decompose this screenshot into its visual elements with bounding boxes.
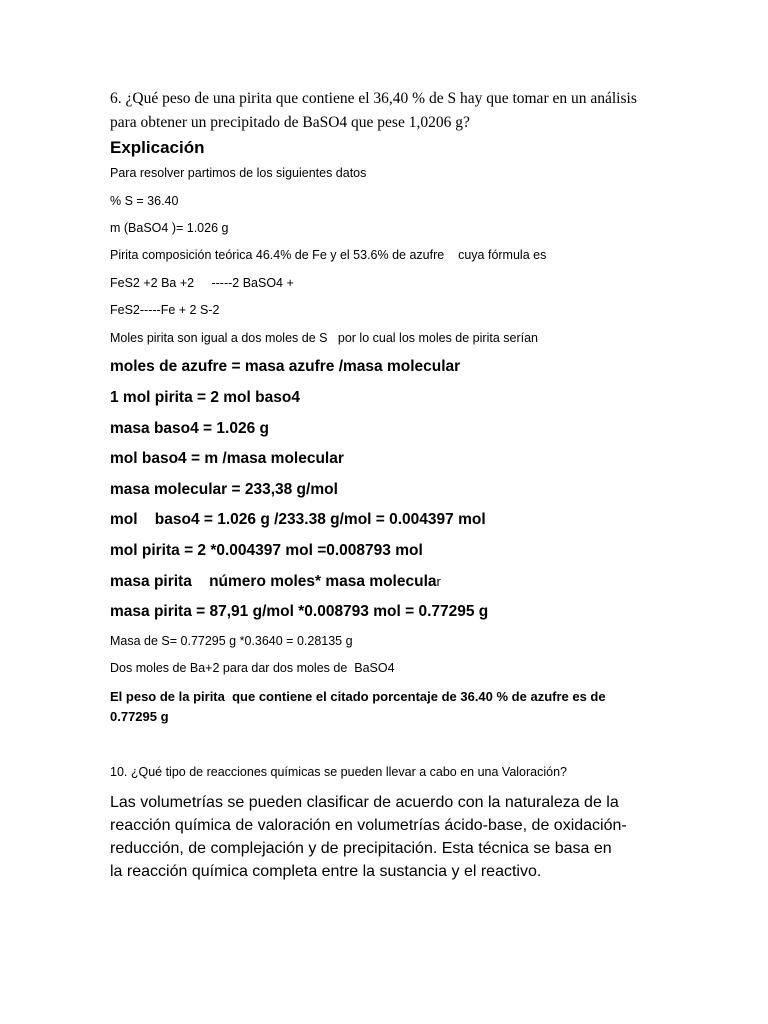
pyrite-composition: Pirita composición teórica 46.4% de Fe y el 53.6% de azufre cuya fórmula es [110,248,547,262]
question-10-answer-line-2: reacción química de valoración en volumetrías ácido-base, de oxidación- [110,817,627,834]
data-mass-baso4: m (BaSO4 )= 1.026 g [110,221,229,235]
explanation-intro: Para resolver partimos de los siguientes datos [110,166,367,180]
ba-note: Dos moles de Ba+2 para dar dos moles de BaSO4 [110,661,395,675]
mass-s-result: Masa de S= 0.77295 g *0.3640 = 0.28135 g [110,634,353,648]
question-10-answer-line-3: reducción, de complejación y de precipitación. Esta técnica se basa en [110,840,612,857]
formula-mol-baso4: mol baso4 = m /masa molecular [110,450,344,467]
question-6-line-2: para obtener un precipitado de BaSO4 que pese 1,0206 g? [110,114,470,131]
question-10-title: 10. ¿Qué tipo de reacciones químicas se pueden llevar a cabo en una Valoración? [110,765,568,779]
formula-masa-pirita-def-tail: r [436,574,441,589]
formula-masa-molecular: masa molecular = 233,38 g/mol [110,481,338,498]
formula-masa-baso4: masa baso4 = 1.026 g [110,420,269,437]
conclusion-line-1: El peso de la pirita que contiene el citado porcentaje de 36.40 % de azufre es de [110,689,606,704]
formula-mol-baso4-calc: mol baso4 = 1.026 g /233.38 g/mol = 0.004397 mol [110,511,486,528]
conclusion-line-2: 0.77295 g [110,709,169,724]
formula-masa-pirita-def-main: masa pirita número moles* masa molecula [110,573,437,590]
reaction-1: FeS2 +2 Ba +2 -----2 BaSO4 + [110,276,294,290]
data-percent-s: % S = 36.40 [110,194,179,208]
question-6-line-1: 6. ¿Qué peso de una pirita que contiene el 36,40 % de S hay que tomar en un análisis [110,90,637,107]
question-10-answer-line-1: Las volumetrías se pueden clasificar de acuerdo con la naturaleza de la [110,794,619,811]
formula-masa-pirita-def [110,573,441,591]
moles-note: Moles pirita son igual a dos moles de S por lo cual los moles de pirita serían [110,331,538,345]
formula-mol-pirita-ratio: 1 mol pirita = 2 mol baso4 [110,389,300,406]
explanation-heading: Explicación [110,138,205,157]
question-10-answer-line-4: la reacción química completa entre la sustancia y el reactivo. [110,863,542,880]
formula-moles-azufre: moles de azufre = masa azufre /masa molecular [110,358,461,375]
formula-masa-pirita-calc: masa pirita = 87,91 g/mol *0.008793 mol = 0.77295 g [110,603,489,620]
reaction-2: FeS2-----Fe + 2 S-2 [110,303,220,317]
formula-mol-pirita-calc: mol pirita = 2 *0.004397 mol =0.008793 mol [110,542,423,559]
